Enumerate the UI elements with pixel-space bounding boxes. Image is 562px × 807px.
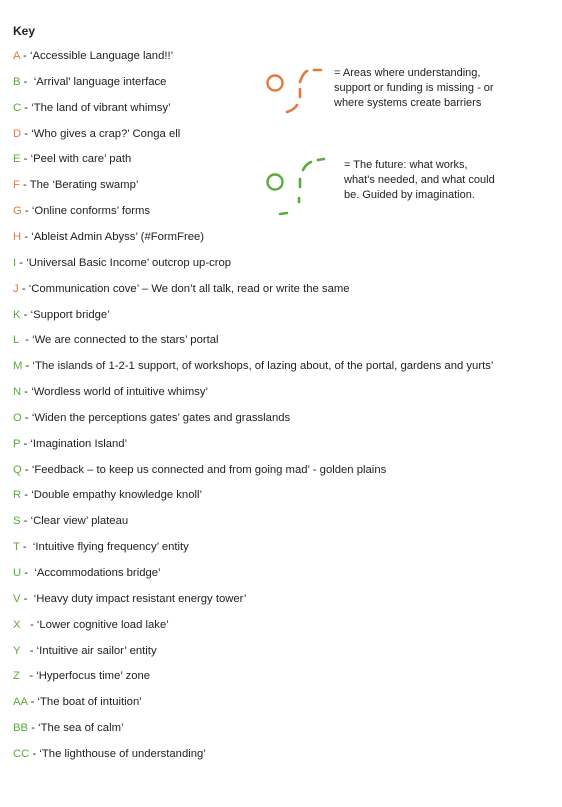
- key-entry-separator: -: [21, 101, 32, 114]
- key-entry-letter: A: [13, 50, 20, 62]
- key-entry-letter: U: [13, 567, 22, 579]
- legend-barriers-text: [334, 66, 494, 111]
- key-entry-letter: E: [13, 153, 21, 166]
- key-entry-letter: BB: [13, 722, 29, 735]
- key-entry-separator: -: [18, 334, 33, 347]
- key-entry-separator: -: [19, 50, 30, 62]
- key-entry-separator: -: [21, 411, 32, 424]
- key-entry-letter: K: [13, 308, 21, 321]
- key-entry-letter: G: [13, 205, 22, 218]
- key-entry-text: ‘Double empathy knowledge knoll’: [31, 489, 203, 502]
- key-entry-letter: M: [13, 360, 23, 373]
- legend-future-line: be. Guided by imagination.: [344, 189, 475, 201]
- key-entry-separator: -: [18, 282, 29, 295]
- key-entry-text: ‘Arrival’ language interface: [33, 75, 167, 88]
- key-entry-text: ‘The land of vibrant whimsy’: [31, 101, 171, 114]
- key-entry-text: ‘Heavy duty impact resistant energy tower’: [33, 592, 247, 605]
- key-entry-q: [13, 463, 386, 477]
- key-entry-r: [13, 488, 202, 502]
- key-entry-text: ‘Ableist Admin Abyss’ (#FormFree): [31, 230, 205, 243]
- legend-future-text: [344, 158, 495, 203]
- key-entry-separator: -: [21, 127, 32, 140]
- key-entry-separator: -: [19, 179, 30, 192]
- key-entry-separator: -: [29, 747, 40, 760]
- key-entry-v: [13, 592, 246, 606]
- key-entry-letter: S: [13, 515, 21, 528]
- key-entry-separator: -: [20, 437, 31, 450]
- key-entry-text: ‘The islands of 1-2-1 support, of workshops, of lazing about, of the portal, gardens and yurts’: [32, 360, 494, 373]
- key-entry-separator: -: [20, 618, 37, 631]
- key-entry-e: [13, 152, 131, 166]
- key-entry-separator: -: [20, 153, 31, 166]
- key-entry-y: [13, 644, 157, 658]
- key-entry-letter: O: [13, 411, 22, 424]
- key-entry-a: [13, 49, 173, 63]
- key-entry-separator: -: [16, 256, 27, 269]
- key-entry-letter: N: [13, 386, 22, 399]
- key-entry-text: ‘Universal Basic Income’ outcrop up-crop: [26, 256, 232, 269]
- key-entry-text: ‘The lighthouse of understanding’: [39, 747, 206, 760]
- key-entry-k: [13, 308, 110, 322]
- key-entry-letter: B: [13, 75, 21, 88]
- legend-future-line: = The future: what works,: [344, 159, 468, 171]
- key-entry-text: ‘Peel with care’ path: [30, 153, 132, 166]
- key-entry-separator: -: [21, 463, 32, 476]
- key-entry-p: [13, 437, 127, 451]
- key-entry-separator: -: [21, 205, 32, 218]
- key-entry-m: [13, 359, 493, 373]
- key-entry-u: [13, 566, 161, 580]
- key-entry-letter: CC: [13, 747, 30, 760]
- key-entry-l: [13, 333, 219, 347]
- key-entry-s: [13, 514, 128, 528]
- key-entry-f: [13, 178, 138, 192]
- key-entry-text: ‘Accommodations bridge’: [34, 567, 161, 579]
- key-entry-separator: -: [20, 644, 37, 657]
- key-entry-separator: -: [19, 670, 37, 683]
- key-entry-j: [13, 282, 350, 296]
- key-entry-letter: H: [13, 230, 22, 243]
- legend-future-line: what's needed, and what could: [344, 174, 495, 186]
- key-entry-text: ‘Who gives a crap?’ Conga ell: [31, 127, 181, 140]
- key-entry-separator: -: [20, 592, 34, 605]
- key-entry-separator: -: [21, 567, 35, 579]
- key-entry-text: ‘Intuitive flying frequency’ entity: [32, 541, 189, 554]
- key-entry-aa: [13, 695, 142, 709]
- key-entry-d: [13, 127, 180, 141]
- key-entry-text: ‘Accessible Language land!!’: [29, 50, 174, 62]
- key-entry-text: ‘Imagination Island’: [30, 437, 128, 450]
- key-entry-separator: -: [20, 308, 31, 321]
- key-entry-cc: [13, 747, 206, 761]
- key-entry-text: ‘The boat of intuition’: [37, 696, 142, 709]
- key-entry-text: ‘Widen the perceptions gates’ gates and grasslands: [31, 411, 291, 424]
- key-entry-text: ‘Lower cognitive load lake’: [36, 618, 169, 631]
- legend-barriers-line: where systems create barriers: [334, 97, 482, 109]
- key-entry-separator: -: [19, 541, 33, 554]
- key-entry-separator: -: [22, 360, 33, 373]
- key-entry-text: ‘Communication cove’ – We don’t all talk, read or write the same: [28, 282, 350, 295]
- key-entry-text: ‘Hyperfocus time’ zone: [36, 670, 151, 683]
- key-entry-letter: T: [13, 541, 20, 554]
- key-entry-text: ‘Clear view’ plateau: [30, 515, 129, 528]
- key-entry-letter: J: [13, 282, 19, 295]
- key-entry-letter: AA: [13, 696, 28, 709]
- key-title: Key: [13, 24, 36, 38]
- key-entry-text: ‘We are connected to the stars’ portal: [32, 334, 219, 347]
- key-entry-separator: -: [27, 696, 38, 709]
- key-entry-separator: -: [20, 515, 31, 528]
- key-entry-z: [13, 669, 150, 683]
- key-entry-letter: Q: [13, 463, 22, 476]
- key-entry-n: [13, 385, 208, 399]
- key-entry-t: [13, 540, 189, 554]
- legend-barriers-line: support or funding is missing - or: [334, 82, 494, 94]
- key-entry-text: ‘Support bridge’: [30, 308, 110, 321]
- key-entry-separator: -: [21, 230, 32, 243]
- key-entry-x: [13, 618, 169, 632]
- legend-barriers-line: = Areas where understanding,: [334, 67, 481, 79]
- key-entry-letter: P: [13, 437, 21, 450]
- key-entry-text: ‘Wordless world of intuitive whimsy’: [31, 386, 209, 399]
- key-entry-bb: [13, 721, 124, 735]
- key-entry-text: ‘Intuitive air sailor’ entity: [36, 644, 157, 657]
- key-entry-separator: -: [20, 75, 34, 88]
- key-entry-letter: V: [13, 592, 21, 605]
- key-entry-letter: Z: [13, 670, 20, 683]
- green-circle-arc-icon: [262, 155, 328, 219]
- key-entry-letter: L: [13, 334, 19, 347]
- key-entry-text: ‘The sea of calm’: [38, 722, 124, 735]
- key-entry-letter: X: [13, 618, 21, 631]
- key-entry-text: ‘Online conforms’ forms: [31, 205, 151, 218]
- key-entry-o: [13, 411, 290, 425]
- key-entry-separator: -: [21, 386, 32, 399]
- key-entry-i: [13, 256, 231, 270]
- key-entry-text: The ‘Berating swamp’: [29, 179, 139, 192]
- key-entry-letter: I: [13, 256, 17, 269]
- key-entry-letter: R: [13, 489, 22, 502]
- key-entry-h: [13, 230, 204, 244]
- key-entry-letter: D: [13, 127, 22, 140]
- key-entry-b: [13, 75, 166, 89]
- key-entry-letter: C: [13, 101, 22, 114]
- key-entry-letter: Y: [13, 644, 21, 657]
- orange-circle-arc-icon: [264, 66, 326, 118]
- key-entry-g: [13, 204, 150, 218]
- key-entry-text: ‘Feedback – to keep us connected and from going mad’ - golden plains: [31, 463, 387, 476]
- key-entry-c: [13, 101, 171, 115]
- key-entry-letter: F: [13, 179, 20, 192]
- key-entry-separator: -: [28, 722, 39, 735]
- key-entry-separator: -: [21, 489, 32, 502]
